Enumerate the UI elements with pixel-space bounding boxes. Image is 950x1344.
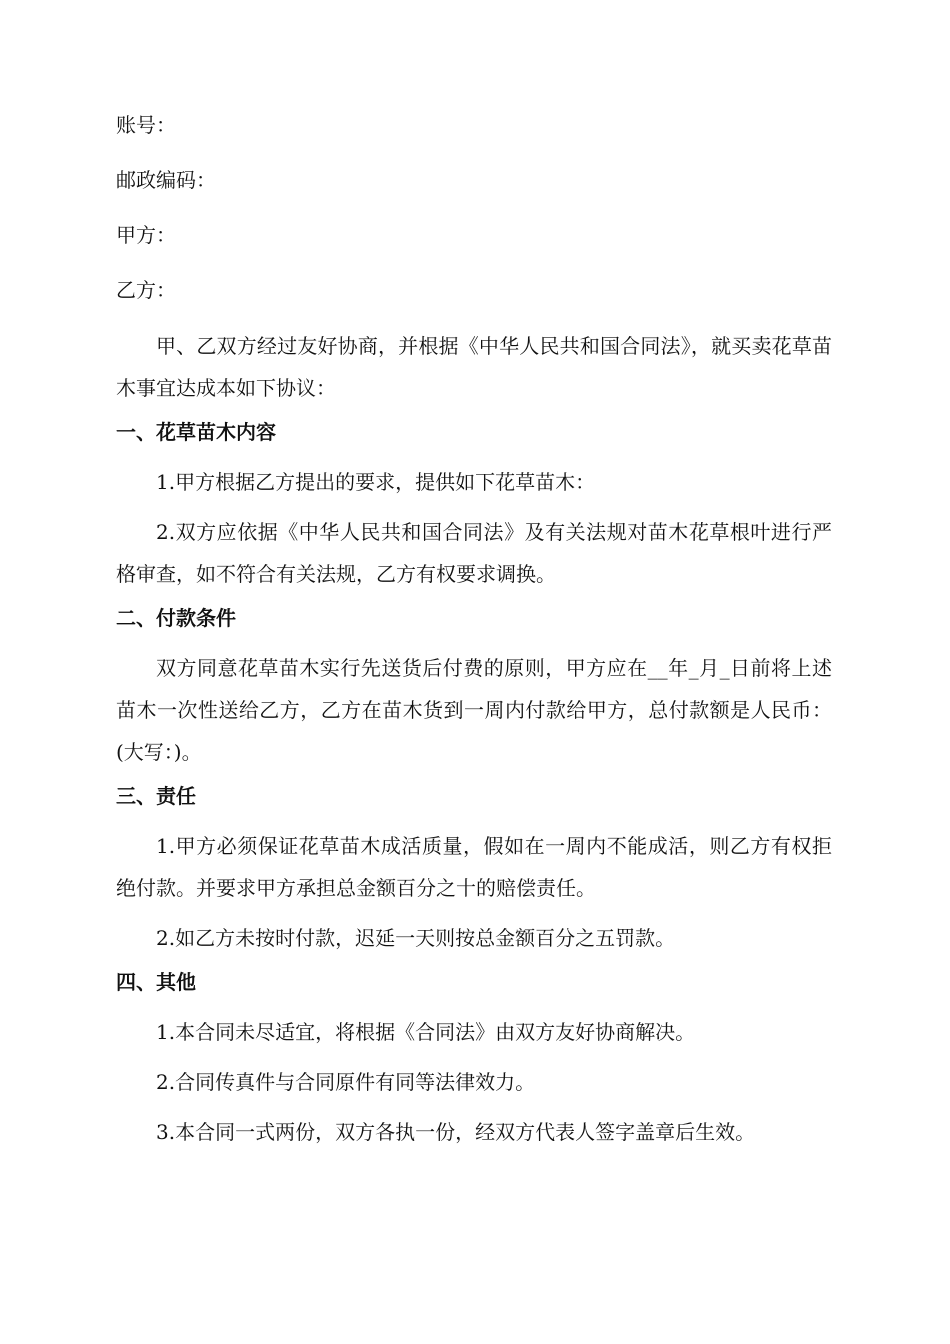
section-item: 1.甲方必须保证花草苗木成活质量，假如在一周内不能成活，则乙方有权拒绝付款。并要求甲方承担总金额百分之十的赔偿责任。	[116, 834, 832, 900]
section-liability	[116, 783, 832, 959]
party-a-field: 甲方：	[116, 223, 176, 247]
section-item: 1.甲方根据乙方提出的要求，提供如下花草苗木：	[156, 470, 596, 494]
intro-paragraph: 甲、乙双方经过友好协商，并根据《中华人民共和国合同法》，就买卖花草苗木事宜达成本如下协议：	[116, 334, 832, 400]
section-item: 2.双方应依据《中华人民共和国合同法》及有关法规对苗木花草根叶进行严格审查，如不符合有关法规，乙方有权要求调换。	[116, 520, 832, 586]
account-field: 账号：	[116, 113, 176, 137]
section-item: 1.本合同未尽适宜，将根据《合同法》由双方友好协商解决。	[156, 1020, 696, 1044]
section-item: 2.合同传真件与合同原件有同等法律效力。	[156, 1070, 536, 1094]
postal-code-field: 邮政编码：	[116, 168, 216, 192]
section-heading: 一、花草苗木内容	[116, 420, 276, 444]
section-content	[116, 419, 832, 595]
section-item: 双方同意花草苗木实行先送货后付费的原则，甲方应在__年_月_日前将上述苗木一次性送给乙方，乙方在苗木货到一周内付款给甲方，总付款额是人民币：(大写：)。	[116, 656, 832, 764]
section-item: 2.如乙方未按时付款，迟延一天则按总金额百分之五罚款。	[156, 926, 676, 950]
section-other	[116, 969, 832, 1153]
section-heading: 三、责任	[116, 784, 196, 808]
section-payment	[116, 605, 832, 773]
party-b-field: 乙方：	[116, 278, 176, 302]
section-heading: 四、其他	[116, 970, 196, 994]
section-item: 3.本合同一式两份，双方各执一份，经双方代表人签字盖章后生效。	[156, 1120, 756, 1144]
section-heading: 二、付款条件	[116, 606, 236, 630]
